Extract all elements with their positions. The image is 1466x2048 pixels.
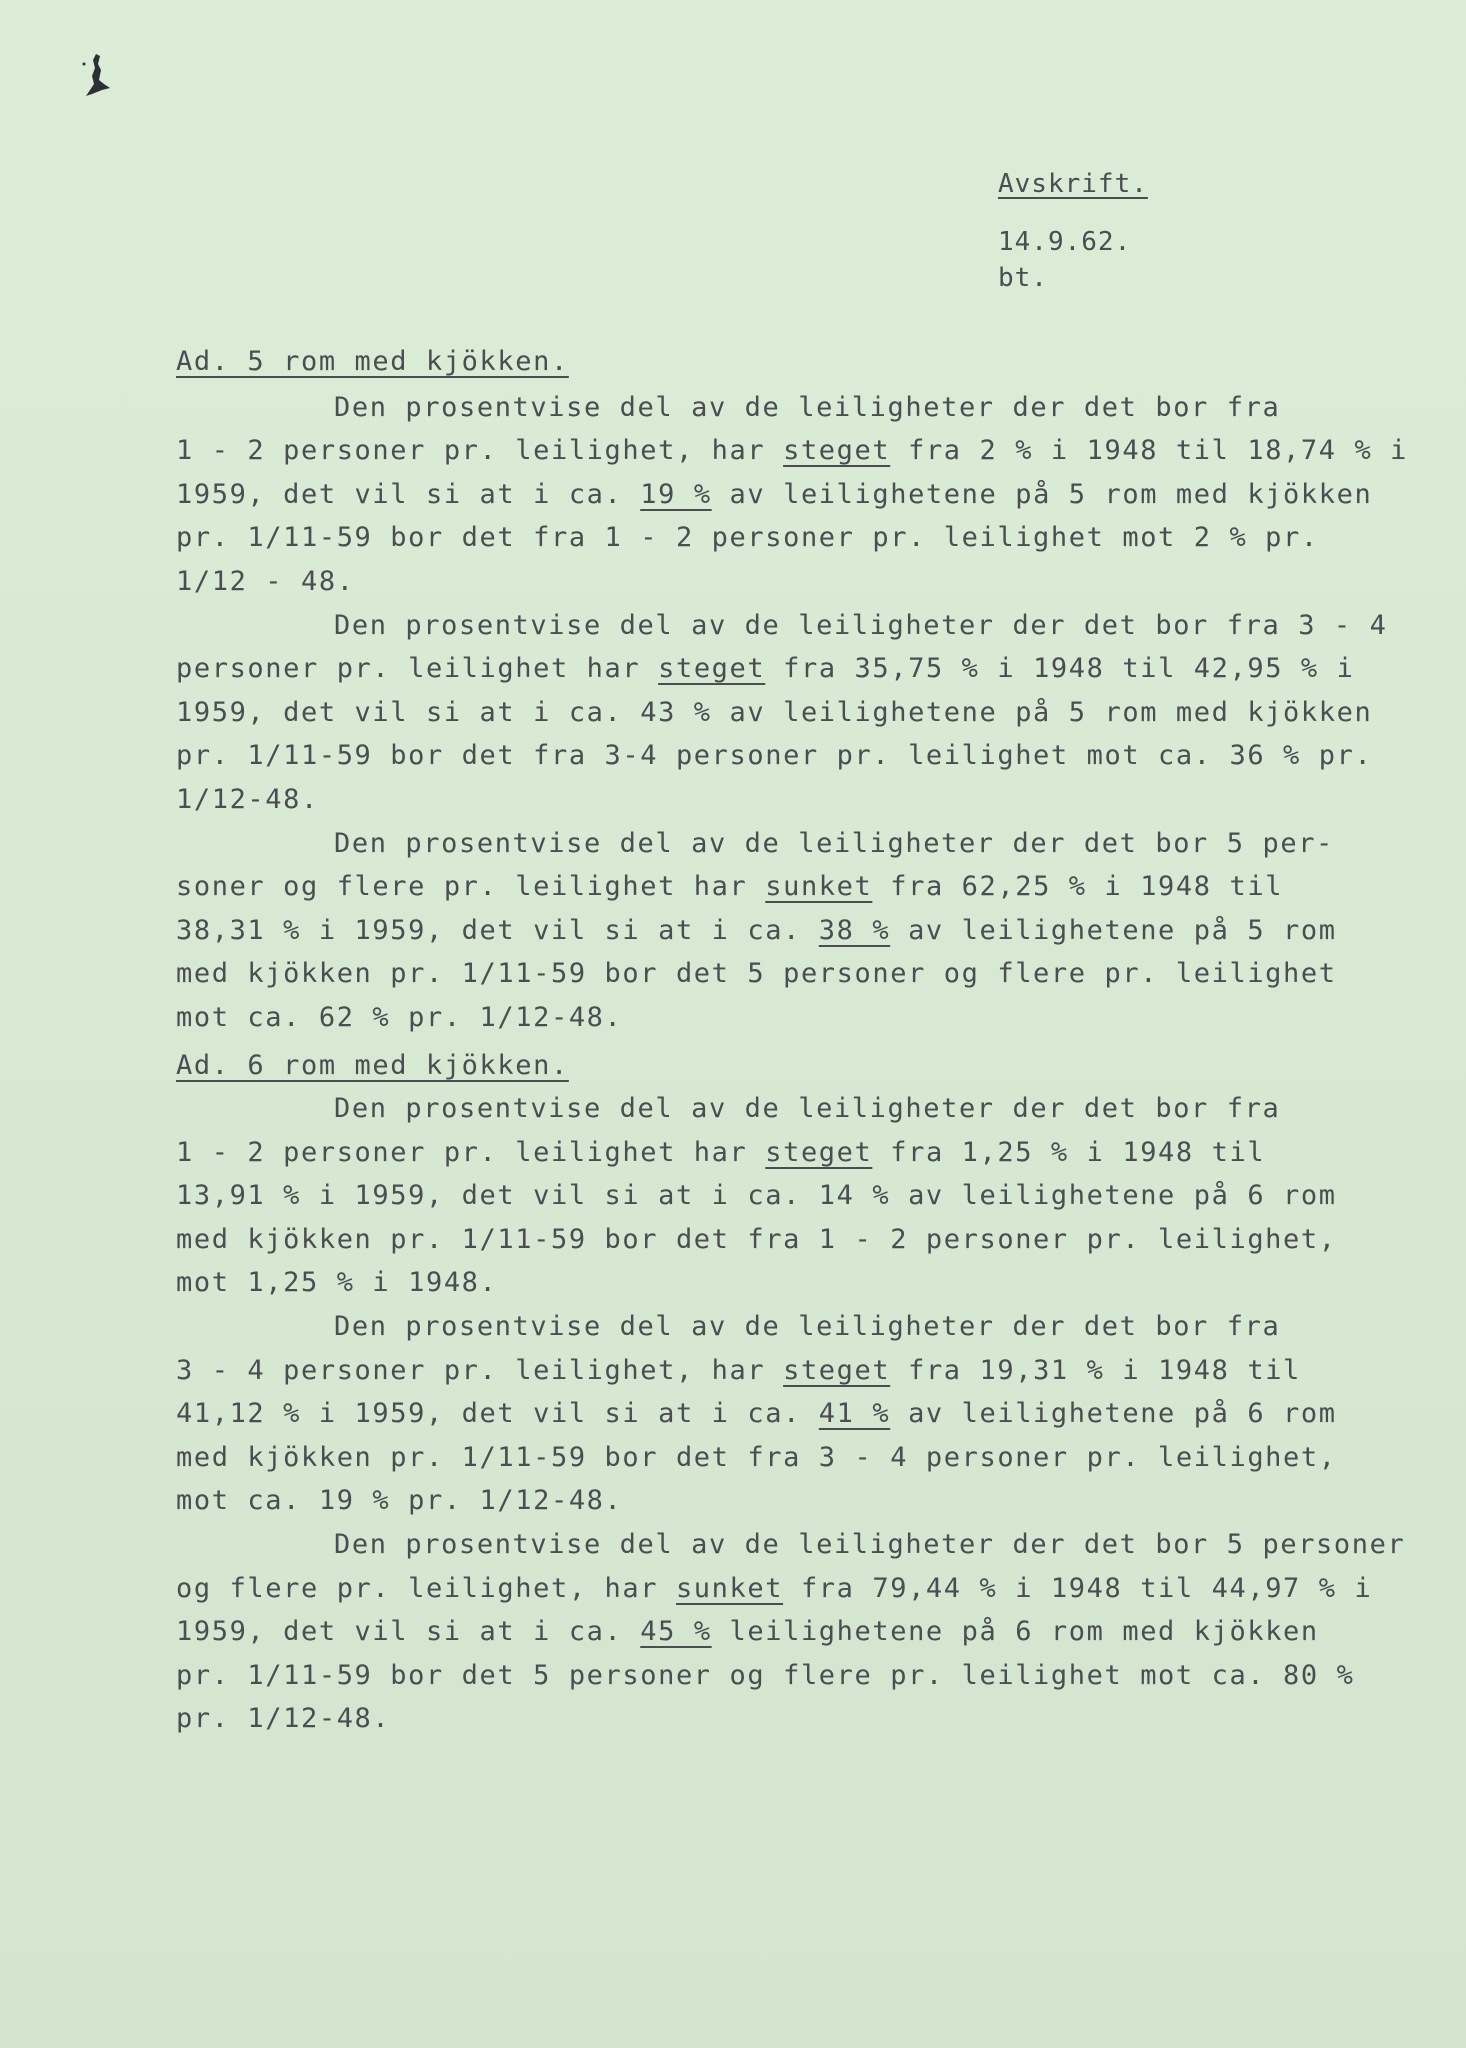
text-line: Den prosentvise del av de leiligheter der det bor fra <box>334 1093 1281 1125</box>
ink-blot-mark <box>74 50 114 100</box>
text-line: med kjökken pr. 1/11-59 bor det 5 personer og flere pr. leilighet <box>176 958 1337 990</box>
text-line: med kjökken pr. 1/11-59 bor det fra 3 - 4 personer pr. leilighet, <box>176 1441 1337 1473</box>
text-line: Den prosentvise del av de leiligheter der det bor 5 personer <box>334 1529 1406 1561</box>
text-line: pr. 1/11-59 bor det fra 3-4 personer pr. leilighet mot ca. 36 % pr. <box>176 740 1373 772</box>
text-line: Den prosentvise del av de leiligheter der det bor fra 3 - 4 <box>334 609 1388 641</box>
text-line: Den prosentvise del av de leiligheter der det bor fra <box>334 391 1281 423</box>
text-line: 38,31 % i 1959, det vil si at i ca. 38 % av leilighetene på 5 rom <box>176 914 1337 946</box>
text-line: 1 - 2 personer pr. leilighet har steget fra 1,25 % i 1948 til <box>176 1136 1266 1168</box>
text-line: 3 - 4 personer pr. leilighet, har steget fra 19,31 % i 1948 til <box>176 1354 1301 1386</box>
paragraph <box>176 1087 1376 1305</box>
text-line: pr. 1/12-48. <box>176 1703 391 1735</box>
paragraph <box>176 1523 1406 1741</box>
underlined-word: sunket <box>675 1572 784 1604</box>
text-line: 1/12 - 48. <box>176 565 355 597</box>
text-line: og flere pr. leilighet, har sunket fra 79,44 % i 1948 til 44,97 % i <box>176 1572 1373 1604</box>
paragraph <box>176 822 1376 1040</box>
text-line: mot 1,25 % i 1948. <box>176 1267 498 1299</box>
text-line: 1/12-48. <box>176 783 319 815</box>
text-line: 1959, det vil si at i ca. 19 % av leilighetene på 5 rom med kjökken <box>176 478 1373 510</box>
underlined-word: steget <box>658 653 766 685</box>
underlined-value: 41 % <box>818 1398 891 1430</box>
text-line: personer pr. leilighet har steget fra 35,75 % i 1948 til 42,95 % i <box>176 653 1355 685</box>
document-body <box>176 340 1409 1741</box>
document-initials: bt. <box>998 263 1048 293</box>
document-date: 14.9.62. <box>998 227 1132 257</box>
underlined-value: 45 % <box>640 1616 712 1648</box>
underlined-word: sunket <box>765 871 873 903</box>
text-line: med kjökken pr. 1/11-59 bor det fra 1 - 2 personer pr. leilighet, <box>176 1223 1337 1255</box>
underlined-value: 19 % <box>640 478 712 510</box>
section-heading-5-rom: Ad. 5 rom med kjökken. <box>176 346 569 377</box>
text-line: mot ca. 19 % pr. 1/12-48. <box>176 1485 623 1517</box>
underlined-value: 38 % <box>818 914 891 946</box>
section-heading-6-rom: Ad. 6 rom med kjökken. <box>176 1049 569 1081</box>
text-line: 1959, det vil si at i ca. 45 % leilighetene på 6 rom med kjökken <box>176 1616 1319 1648</box>
paragraph <box>176 604 1388 822</box>
text-line: soner og flere pr. leilighet har sunket fra 62,25 % i 1948 til <box>176 871 1284 903</box>
text-line: mot ca. 62 % pr. 1/12-48. <box>176 1001 623 1033</box>
text-line: 41,12 % i 1959, det vil si at i ca. 41 % av leilighetene på 6 rom <box>176 1398 1337 1430</box>
text-line: 1959, det vil si at i ca. 43 % av leilighetene på 5 rom med kjökken <box>176 696 1373 728</box>
document-title: Avskrift. <box>998 169 1148 199</box>
paragraph <box>176 386 1409 604</box>
underlined-word: steget <box>783 435 891 467</box>
underlined-word: steget <box>783 1354 891 1386</box>
underlined-word: steget <box>765 1136 873 1168</box>
text-line: 13,91 % i 1959, det vil si at i ca. 14 % av leilighetene på 6 rom <box>176 1180 1337 1212</box>
text-line: Den prosentvise del av de leiligheter der det bor 5 per- <box>334 827 1334 859</box>
document-header <box>998 166 1148 296</box>
paragraph <box>176 1305 1376 1523</box>
text-line: 1 - 2 personer pr. leilighet, har steget fra 2 % i 1948 til 18,74 % i <box>176 435 1409 467</box>
text-line: pr. 1/11-59 bor det fra 1 - 2 personer pr. leilighet mot 2 % pr. <box>176 522 1319 554</box>
text-line: Den prosentvise del av de leiligheter der det bor fra <box>334 1311 1281 1343</box>
text-line: pr. 1/11-59 bor det 5 personer og flere pr. leilighet mot ca. 80 % <box>176 1659 1355 1691</box>
